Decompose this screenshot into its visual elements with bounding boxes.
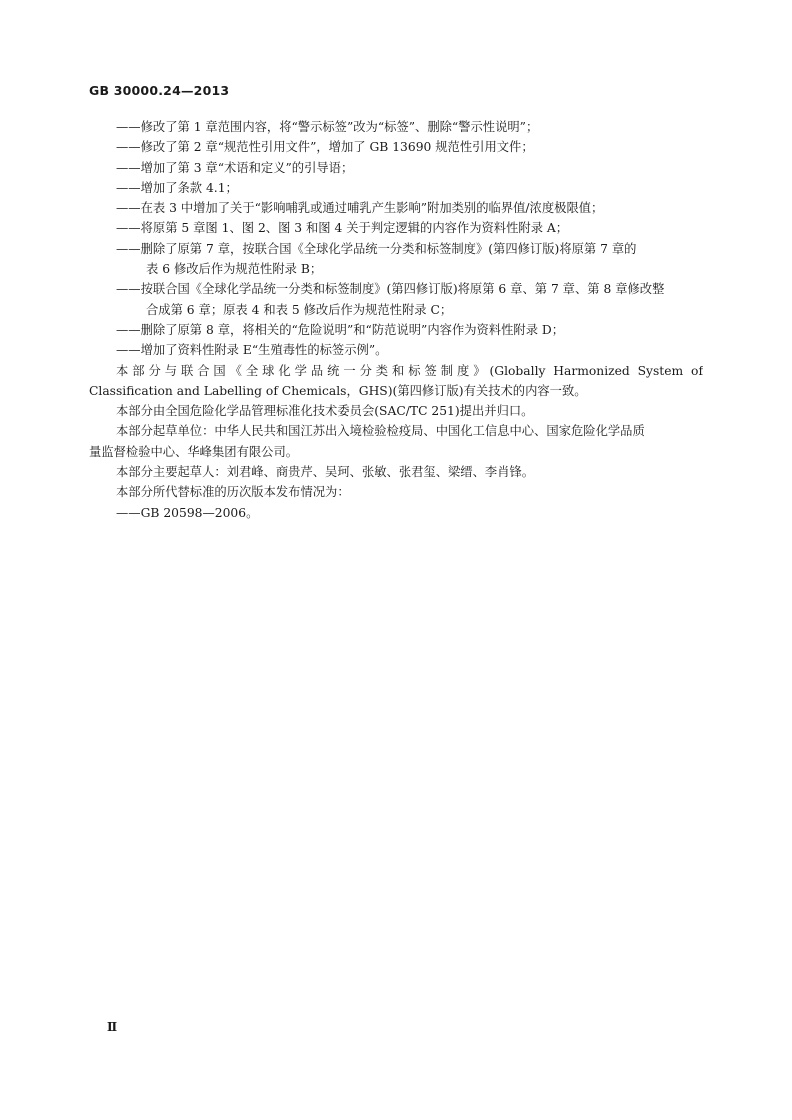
change-item: ——删除了原第 7 章，按联合国《全球化学品统一分类和标签制度》(第四修订版)将原第 7 章的 — [116, 241, 637, 256]
paragraph-line: 本部分由全国危险化学品管理标准化技术委员会(SAC/TC 251)提出并归口。 — [116, 404, 534, 419]
change-item: ——在表 3 中增加了关于“影响哺乳或通过哺乳产生影响”附加类别的临界值/浓度极限值； — [116, 201, 604, 216]
paragraph-line: 本部分所代替标准的历次版本发布情况为： — [116, 485, 350, 500]
change-item: ——GB 20598—2006。 — [116, 505, 259, 520]
change-item: ——将原第 5 章图 1、图 2、图 3 和图 4 关于判定逻辑的内容作为资料性附录 A； — [116, 221, 569, 236]
document-body — [89, 117, 703, 523]
change-item: ——修改了第 1 章范围内容，将“警示标签”改为“标签”、删除“警示性说明”； — [116, 120, 539, 134]
change-item-continuation: 表 6 修改后作为规范性附录 B； — [146, 262, 323, 277]
change-item: ——删除了原第 8 章，将相关的“危险说明”和“防范说明”内容作为资料性附录 D； — [116, 322, 565, 337]
change-item-continuation: 合成第 6 章；原表 4 和表 5 修改后作为规范性附录 C； — [146, 302, 453, 317]
change-item: ——修改了第 2 章“规范性引用文件”，增加了 GB 13690 规范性引用文件； — [116, 140, 534, 155]
page-number: Ⅱ — [107, 1020, 118, 1034]
change-item: ——增加了条款 4.1； — [116, 180, 238, 195]
paragraph-line: 本部分主要起草人：刘君峰、商贵芹、吴珂、张敏、张君玺、梁缙、李肖锋。 — [116, 465, 535, 480]
change-item: ——按联合国《全球化学品统一分类和标签制度》(第四修订版)将原第 6 章、第 7 章、第 8 章修改整 — [116, 282, 665, 297]
paragraph-line: 本部分起草单位：中华人民共和国江苏出入境检验检疫局、中国化工信息中心、国家危险化学品质 — [116, 424, 645, 439]
paragraph-line: 量监督检验中心、华峰集团有限公司。 — [89, 444, 299, 459]
change-item: ——增加了资料性附录 E“生殖毒性的标签示例”。 — [116, 343, 388, 358]
paragraph-line: 本部分与联合国《全球化学品统一分类和标签制度》(Globally Harmonized System of — [116, 363, 703, 378]
change-item: ——增加了第 3 章“术语和定义”的引导语； — [116, 160, 354, 175]
paragraph-line: Classification and Labelling of Chemicals，GHS)(第四修订版)有关技术的内容一致。 — [89, 383, 587, 398]
standard-number: GB 30000.24—2013 — [89, 83, 230, 98]
